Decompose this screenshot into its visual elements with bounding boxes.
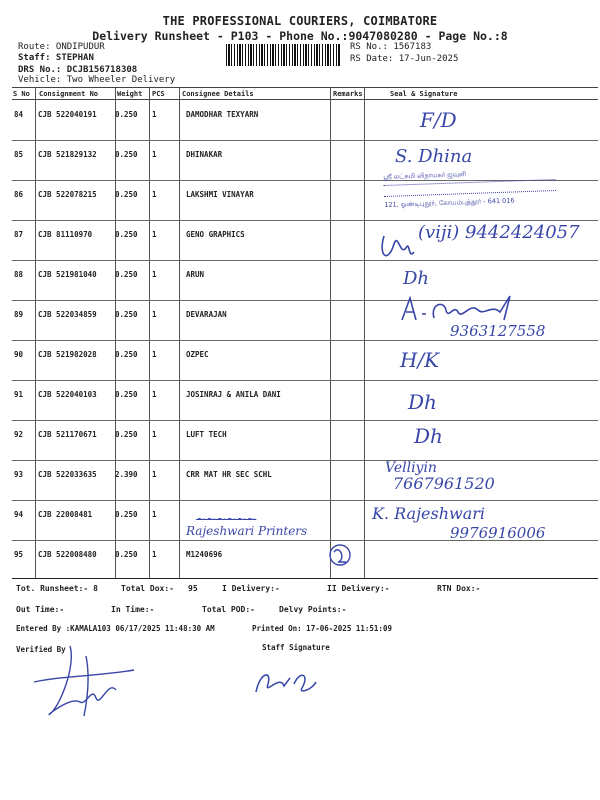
handwritten-fd: F/D — [420, 108, 457, 132]
row-weight: 0.250 — [115, 350, 138, 359]
col-header-consignee: Consignee Details — [182, 90, 254, 98]
total-dox-value: 95 — [188, 584, 198, 593]
delivery-points: Delvy Points:- — [279, 605, 347, 614]
row-pcs: 1 — [152, 430, 157, 439]
total-dox-label: Total Dox:- — [121, 584, 174, 593]
col-header-seal-signature: Seal & Signature — [390, 90, 458, 98]
handwritten-initials: Dh — [403, 268, 430, 289]
stamp-line: 121, ஓண்டிபுதூர், கோயம்புத்தூர் - 641 016 — [384, 196, 515, 209]
row-consignee: DHINAKAR — [186, 150, 223, 159]
table-row — [12, 380, 598, 421]
verifier-signature — [30, 636, 140, 726]
row-pcs: 1 — [152, 230, 157, 239]
rs-number: RS No.: 1567183 — [350, 42, 432, 52]
row-consignment-no: CJB 521982028 — [38, 350, 97, 359]
table-bottom-border — [12, 578, 598, 579]
row-weight: 0.250 — [115, 270, 138, 279]
col-header-pcs: PCS — [152, 90, 165, 98]
signature-scribble — [400, 290, 540, 324]
row-consignee: LUFT TECH — [186, 430, 227, 439]
row-consignee: GENO GRAPHICS — [186, 230, 245, 239]
drs-number: DRS No.: DCJB156718308 — [18, 65, 138, 75]
row-pcs: 1 — [152, 270, 157, 279]
row-consignment-no: CJB 521170671 — [38, 430, 97, 439]
col-header-sno: S No — [13, 90, 30, 98]
total-pod: Total POD:- — [202, 605, 255, 614]
table-row — [12, 340, 598, 381]
row-consignee: CRR MAT HR SEC SCHL — [186, 470, 272, 479]
handwritten-hk: H/K — [400, 348, 440, 372]
row-consignment-no: CJB 521981040 — [38, 270, 97, 279]
handwritten-initials: Dh — [408, 390, 437, 414]
struck-remark: ~~~~~~ — [196, 512, 257, 526]
col-header-remarks: Remarks — [333, 90, 363, 98]
row-consignee: DEVARAJAN — [186, 310, 227, 319]
row-sno: 93 — [14, 470, 24, 479]
row-sno: 90 — [14, 350, 24, 359]
barcode — [226, 44, 340, 66]
row-consignment-no: CJB 81110970 — [38, 230, 93, 239]
total-runsheet: Tot. Runsheet:- 8 — [16, 584, 98, 593]
row-pcs: 1 — [152, 110, 157, 119]
table-row — [12, 100, 598, 141]
rs-date: RS Date: 17-Jun-2025 — [350, 54, 459, 64]
row-sno: 87 — [14, 230, 24, 239]
handwritten-signature: S. Dhina — [395, 146, 473, 167]
row-sno: 92 — [14, 430, 24, 439]
row-consignment-no: CJB 522033635 — [38, 470, 97, 479]
row-sno: 88 — [14, 270, 24, 279]
row-pcs: 1 — [152, 150, 157, 159]
row-pcs: 1 — [152, 390, 157, 399]
row-consignee: M1240696 — [186, 550, 223, 559]
row-sno: 94 — [14, 510, 24, 519]
row-consignment-no: CJB 522034859 — [38, 310, 97, 319]
row-weight: 0.250 — [115, 390, 138, 399]
row-consignment-no: CJB 522040191 — [38, 110, 97, 119]
staff-signature — [250, 662, 320, 702]
row-weight: 2.390 — [115, 470, 138, 479]
handwritten-remark: Rajeshwari Printers — [186, 524, 308, 538]
row-consignee: ARUN — [186, 270, 205, 279]
col-header-consignment: Consignment No — [39, 90, 99, 98]
signature-scribble — [378, 226, 418, 266]
table-row — [12, 460, 598, 501]
row-sno: 89 — [14, 310, 24, 319]
entered-by: Entered By :KAMALA103 06/17/2025 11:48:30 AM — [16, 624, 215, 633]
handwritten-initials: Dh — [414, 424, 443, 448]
row-weight: 0.250 — [115, 510, 138, 519]
rtn-dox: RTN Dox:- — [437, 584, 481, 593]
in-time: In Time:- — [111, 605, 155, 614]
handwritten-name: Velliyin — [385, 460, 437, 476]
verified-by: Verified By — [16, 645, 66, 654]
i-delivery: I Delivery:- — [222, 584, 280, 593]
vehicle-label: Vehicle: Two Wheeler Delivery — [18, 75, 176, 85]
row-consignee: JOSINRAJ & ANILA DANI — [186, 390, 281, 399]
company-stamp — [383, 167, 557, 223]
row-weight: 0.250 — [115, 430, 138, 439]
row-consignment-no: CJB 522078215 — [38, 190, 97, 199]
table-row — [12, 420, 598, 461]
ii-delivery: II Delivery:- — [327, 584, 390, 593]
table-top-border — [12, 87, 598, 88]
col-header-weight: Weight — [117, 90, 143, 98]
row-consignee: LAKSHMI VINAYAR — [186, 190, 254, 199]
company-title: THE PROFESSIONAL COURIERS, COIMBATORE — [162, 14, 438, 28]
row-sno: 85 — [14, 150, 24, 159]
staff-label: Staff: STEPHAN — [18, 53, 94, 63]
row-weight: 0.250 — [115, 550, 138, 559]
row-pcs: 1 — [152, 510, 157, 519]
stamp-divider — [384, 179, 556, 197]
table-row — [12, 540, 598, 580]
signature-scribble — [326, 540, 356, 570]
route-label: Route: ONDIPUDUR — [18, 42, 105, 52]
row-weight: 0.250 — [115, 230, 138, 239]
printed-on: Printed On: 17-06-2025 11:51:09 — [252, 624, 392, 633]
row-consignee: DAMODHAR TEXYARN — [186, 110, 259, 119]
row-pcs: 1 — [152, 470, 157, 479]
handwritten-phone: (viji) 9442424057 — [418, 222, 580, 243]
row-pcs: 1 — [152, 550, 157, 559]
row-sno: 84 — [14, 110, 24, 119]
runsheet-subtitle: Delivery Runsheet - P103 - Phone No.:9047080280 - Page No.:8 — [92, 29, 508, 43]
row-pcs: 1 — [152, 190, 157, 199]
row-consignment-no: CJB 522008480 — [38, 550, 97, 559]
row-pcs: 1 — [152, 350, 157, 359]
row-weight: 0.250 — [115, 190, 138, 199]
handwritten-phone: 9363127558 — [450, 322, 546, 340]
out-time: Out Time:- — [16, 605, 65, 614]
row-consignment-no: CJB 521829132 — [38, 150, 97, 159]
row-weight: 0.250 — [115, 310, 138, 319]
staff-signature-label: Staff Signature — [262, 643, 330, 652]
row-sno: 86 — [14, 190, 24, 199]
handwritten-phone: 7667961520 — [393, 474, 495, 493]
row-consignment-no: CJB 522040103 — [38, 390, 97, 399]
row-sno: 95 — [14, 550, 24, 559]
row-consignee: OZPEC — [186, 350, 209, 359]
row-weight: 0.250 — [115, 110, 138, 119]
handwritten-phone: 9976916006 — [450, 524, 546, 542]
stamp-line: ஸ்ரீ லட்சுமி விநாயகர் ஜவுளி — [383, 170, 467, 182]
row-consignment-no: CJB 22008481 — [38, 510, 93, 519]
row-weight: 0.250 — [115, 150, 138, 159]
handwritten-signature: K. Rajeshwari — [372, 504, 486, 523]
row-sno: 91 — [14, 390, 24, 399]
row-pcs: 1 — [152, 310, 157, 319]
